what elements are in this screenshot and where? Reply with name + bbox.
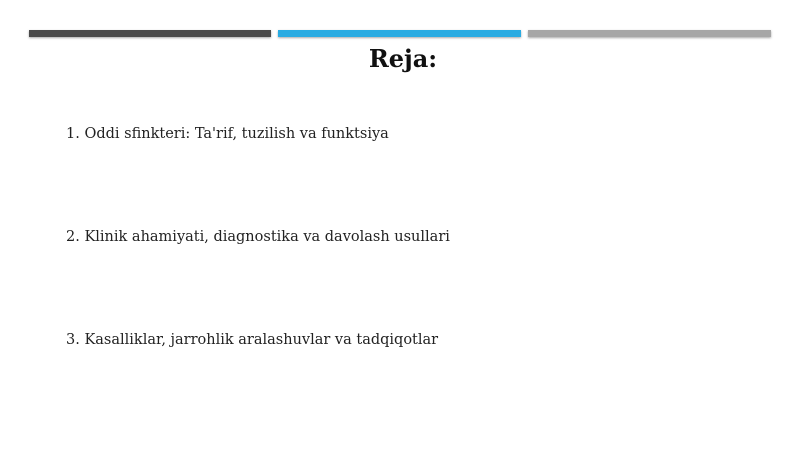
accent-bar-dark xyxy=(29,30,271,37)
agenda-item-1: 1. Oddi sfinkteri: Ta'rif, tuzilish va funktsiya xyxy=(66,126,389,142)
agenda-item-2: 2. Klinik ahamiyati, diagnostika va davolash usullari xyxy=(66,229,450,245)
top-accent-bars xyxy=(29,30,771,38)
accent-bar-blue xyxy=(278,30,521,37)
agenda-item-3: 3. Kasalliklar, jarrohlik aralashuvlar va tadqiqotlar xyxy=(66,332,439,348)
slide-title: Reja: xyxy=(368,44,438,73)
accent-bar-gray xyxy=(528,30,771,37)
